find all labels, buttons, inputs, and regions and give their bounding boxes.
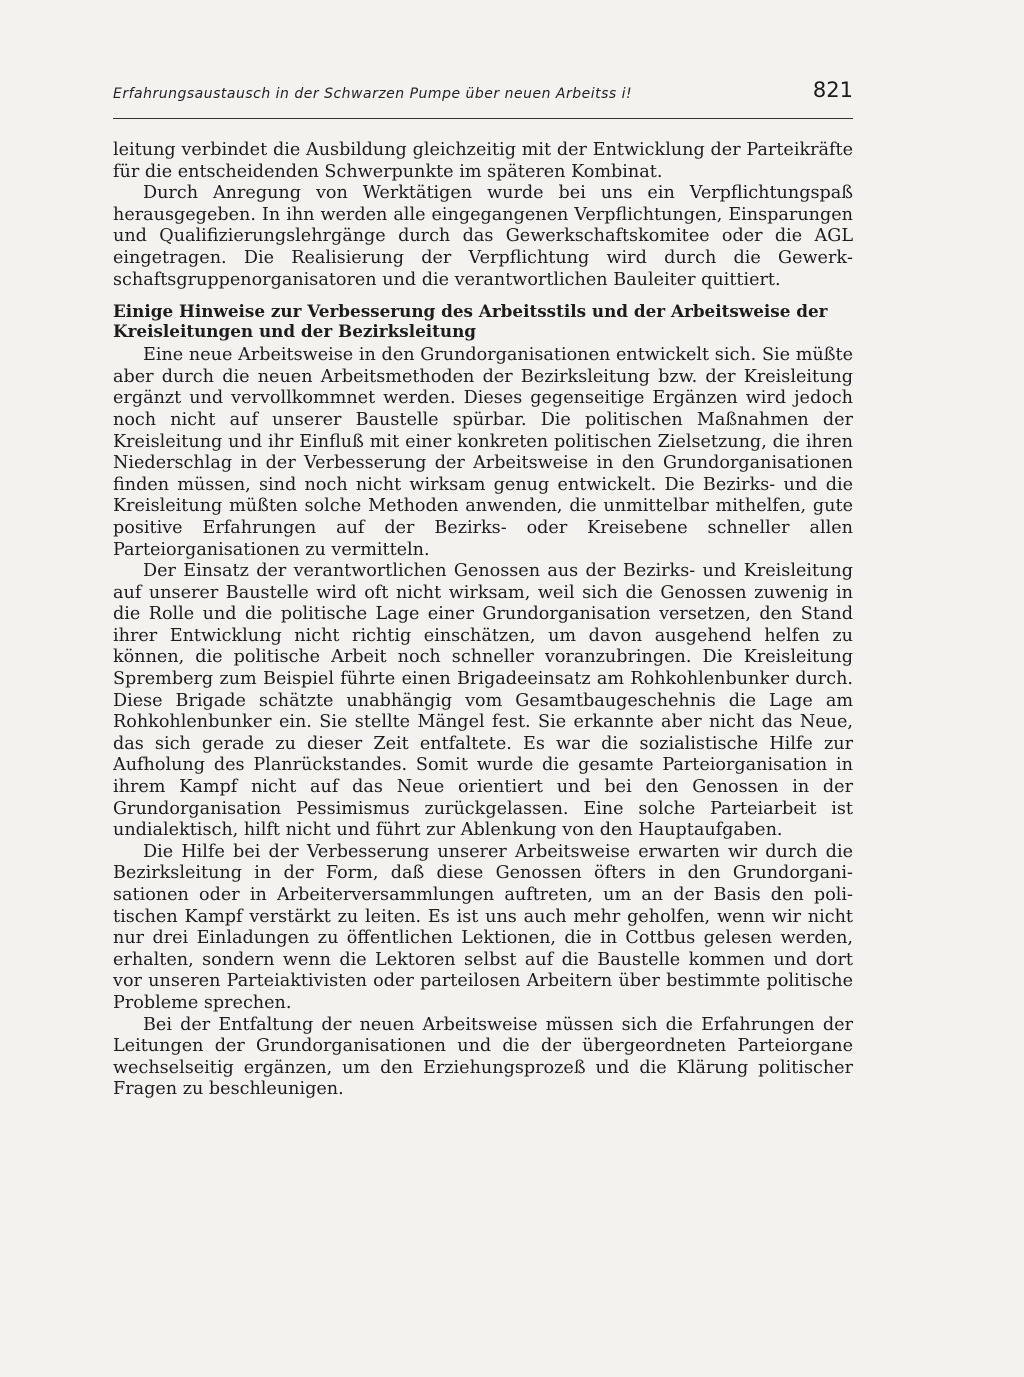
paragraph-4: Der Einsatz der verantwortlichen Genossen aus der Bezirks- und Kreisleitung auf unserer Baustelle wird oft nicht wirksam, weil sich die Genossen zuwenig in die Rolle und die politische Lage einer Grundorganisation versetzen, den Stand ihrer Entwicklung nicht richtig einschätzen, um davon ausgehend helfen zu können, die politische Arbeit noch schneller voranzubringen. Die Kreisleitung Spremberg zum Beispiel führte einen Brigadeeinsatz am Rohkohlenbunker durch. Diese Brigade schätzte unabhängig vom Gesamtbaugeschehnis die Lage am Rohkohlenbunker ein. Sie stellte Mängel fest. Sie erkannte aber nicht das Neue, das sich gerade zu dieser Zeit entfaltete. Es war die sozialistische Hilfe zur Aufholung des Planrückstandes. Somit wurde die gesamte Parteiorganisation in ihrem Kampf nicht auf das Neue orientiert und bei den Genossen in der Grundorganisation Pessimismus zurückgelassen. Eine solche Parteiarbeit ist undialektisch, hilft nicht und führt zur Ablenkung von den Hauptaufgaben.: [113, 561, 853, 841]
section-heading: Einige Hinweise zur Verbesserung des Arbeitsstils und der Arbeitsweise der Kreisleitungen und der Bezirksleitung: [113, 301, 828, 342]
paragraph-1: leitung verbindet die Ausbildung gleichzeitig mit der Entwicklung der Parteikräfte für die entscheidenden Schwerpunkte im späteren Kombinat.: [113, 140, 853, 182]
paragraph-3: Eine neue Arbeitsweise in den Grundorganisationen entwickelt sich. Sie müßte aber durch die neuen Arbeitsmethoden der Bezirksleitung bzw. der Kreisleitung ergänzt und vervollkommnet werden. Dieses gegenseitige Ergänzen wird jedoch noch nicht auf unserer Baustelle spürbar. Die politischen Maßnahmen der Kreisleitung und ihr Einfluß mit einer konkreten politischen Zielsetzung, die ihren Niederschlag in der Verbesserung der Arbeitsweise in den Grundorganisationen finden müssen, sind noch nicht wirksam genug entwickelt. Die Bezirks- und die Kreisleitung müßten solche Methoden anwenden, die unmittelbar mithelfen, gute positive Erfahrungen auf der Bezirks- oder Kreisebene schneller allen Parteiorganisationen zu vermitteln.: [113, 345, 853, 560]
paragraph-2: Durch Anregung von Werktätigen wurde bei uns ein Verpflichtungspaß herausgegeben. In ihn werden alle eingegangenen Verpflichtungen, Einsparungen und Qualifizierungslehrgänge durch das Gewerkschaftskomitee oder die AGL eingetragen. Die Realisierung der Verpflichtung wird durch die Gewerkschaftsgruppenorganisatoren und die verantwortlichen Bauleiter quittiert.: [113, 183, 853, 290]
page-number: 821: [812, 78, 853, 102]
header-rule: [113, 118, 853, 119]
paragraph-5: Die Hilfe bei der Verbesserung unserer Arbeitsweise erwarten wir durch die Bezirksleitung in der Form, daß diese Genossen öfters in den Grundorganisationen oder in Arbeiterversammlungen auftreten, um an der Basis den politischen Kampf verstärkt zu leiten. Es ist uns auch mehr geholfen, wenn wir nicht nur drei Einladungen zu öffentlichen Lektionen, die in Cottbus gelesen werden, erhalten, sondern wenn die Lektoren selbst auf die Baustelle kommen und dort vor unseren Parteiaktivisten oder parteilosen Arbeitern über bestimmte politische Probleme sprechen.: [113, 841, 853, 1013]
paragraph-6: Bei der Entfaltung der neuen Arbeitsweise müssen sich die Erfahrungen der Leitungen der Grundorganisationen und die der übergeordneten Parteiorgane wechselseitig ergänzen, um den Erziehungsprozeß und die Klärung politischer Fragen zu beschleunigen.: [113, 1014, 853, 1100]
body-text: [113, 140, 853, 1101]
running-header-title: Erfahrungsaustausch in der Schwarzen Pumpe über neuen Arbeitss i!: [113, 86, 633, 102]
running-header: [113, 78, 853, 118]
